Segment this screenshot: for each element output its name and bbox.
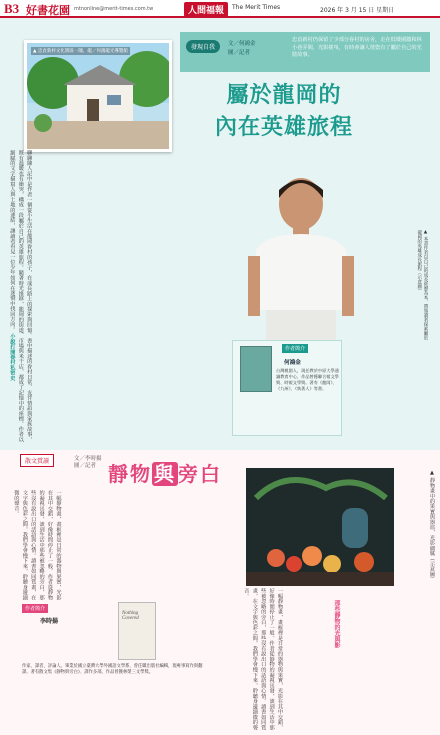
article2-illustrator: 圖／記者 bbox=[74, 463, 97, 469]
article2-category: 散文賞讀 bbox=[20, 454, 54, 467]
article1-title-line2: 內在英雄旅程 bbox=[214, 115, 353, 140]
article2-title-mid: 與 bbox=[154, 462, 176, 486]
article2-author-desc: 作家、譯者、評論人。畢業於國立臺灣大學外國語文學系，曾任職出版社編輯，現專事寫作與翻譯。著有散文集《靜物與旁白》、譯作多部，作品曾獲林榮三文學獎。 bbox=[22, 664, 203, 676]
article1-photographer: 圖／記者 bbox=[228, 50, 251, 56]
issue-date: 2026 年 3 月 15 日 星期日 bbox=[320, 7, 395, 14]
article2-body-left bbox=[12, 490, 242, 600]
article2-book-cover bbox=[118, 602, 156, 660]
book-cover-title: Nothing Covered bbox=[122, 611, 139, 621]
still-life-painting bbox=[246, 468, 394, 586]
section-name: 好書花園 bbox=[26, 4, 70, 17]
still-life-image bbox=[246, 468, 394, 586]
boy-image bbox=[226, 160, 376, 350]
article2-title-b: 旁白 bbox=[178, 462, 222, 486]
article1-paragraph: 聊聊陳人記中是作者一個從小生活在龍岡眷村的孩子，在成長路上的探索與回憶。書中描述的眷村日常、友伴情誼與家族故事，既有溫暖也有衝突，構成一段屬於自己的英雄旅程。隨著時光推移，龍岡的街道、市場與米干店，都成了記憶中的座標。作者以細膩的文字描寫人與土地的連結，讓讀者看見一位少年如何在迷惘中找回方向。 bbox=[9, 150, 33, 442]
site-email: mtnonline@merit-times.com.tw bbox=[74, 6, 154, 12]
still-life-caption: ▲ 靜物畫中的果實與器皿，光影細膩（示意圖） bbox=[429, 470, 435, 582]
article2-author-tag: 作者簡介 bbox=[22, 604, 48, 613]
article1-title-line1: 屬於龍岡的 bbox=[226, 83, 342, 108]
boy-caption: ▲ 本書作者以自己的成長經歷為本，帶領讀者探索屬於龍岡的英雄成長旅程（示意圖） bbox=[416, 230, 428, 340]
newspaper-logo: 人間福報 bbox=[184, 2, 228, 17]
article2-paragraph-right: 一幅靜物畫，畫框裡是日常的器物與果實，光影在其中交錯，好像時間停止了一般。作者從靜物的凝視出發，談到生活中那些被忽略的旁白，那些沒有說出口的話語與心情。讀書如同賞畫，在文字與色彩之間，我們學會慢下來，聆聽身邊細微的聲音。 bbox=[243, 588, 284, 730]
section-number: B3 bbox=[4, 1, 20, 16]
article1-body bbox=[8, 150, 228, 442]
article2-title bbox=[108, 458, 222, 487]
article1-byline bbox=[228, 40, 256, 58]
article2-subhead: 那些靜物的光與影 bbox=[333, 600, 340, 648]
page-header bbox=[0, 0, 440, 18]
article2-title-a: 靜物 bbox=[108, 462, 152, 486]
article1-author: 文／何鴻金 bbox=[228, 41, 256, 47]
photo-caption: ▲ 忠貞新村文化園區一隅，龍／何鴻龍光導覽館 bbox=[33, 49, 128, 54]
article1-tag: 發現自我 bbox=[186, 40, 220, 53]
article1-subhead: 小說打開眷村私密史 bbox=[9, 333, 16, 381]
village-building-image bbox=[27, 43, 169, 149]
article1-author-desc: 台灣桃園人，現任教於中原大學通識教育中心，作品曾獲聯合報文學獎、時報文學獎。著有《龍岡》、《九州》、《執著人》等書。 bbox=[276, 368, 339, 391]
article1-author-name: 何鴻金 bbox=[284, 360, 301, 366]
article1-banner bbox=[180, 32, 430, 72]
article2-byline bbox=[74, 456, 102, 470]
article2-author: 文／李時揚 bbox=[74, 456, 102, 462]
boy-portrait bbox=[226, 160, 376, 350]
article2-paragraph-left: 一幅靜物畫，畫框裡是日常的器物與果實，光影在其中交錯，好像時間停止了一般。作者從靜物的凝視出發，談到生活中那些被忽略的旁白，那些沒有說出口的話語與心情。讀書如同賞畫，在文字與色彩之間，我們學會慢下來，聆聽身邊細微的聲音。 bbox=[13, 490, 62, 600]
article1-title bbox=[194, 80, 374, 144]
article1-photo bbox=[24, 40, 172, 152]
article2-author-name: 李時揚 bbox=[40, 618, 59, 625]
article1-intro: 忠貞新村仍保留了少部分眷村的房舍，走在低矮圍牆和林小巷弄間，光影搖曳，有時會讓人恍惚有了屬於自己的光陰故事。 bbox=[292, 37, 422, 58]
article1-book-cover bbox=[240, 346, 272, 392]
article1-author-tag: 作者簡介 bbox=[282, 344, 308, 353]
article1-body-text bbox=[8, 150, 33, 442]
newspaper-logo-en: The Merit Times bbox=[232, 4, 281, 11]
